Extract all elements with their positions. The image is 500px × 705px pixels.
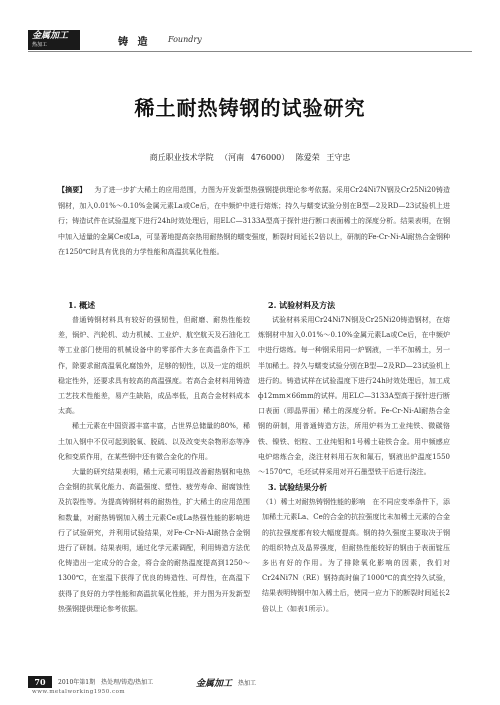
header-divider [28, 51, 472, 52]
journal-logo-text: 金属加工 [32, 31, 69, 41]
section-title-cn: 铸 造 [118, 37, 151, 48]
right-column [258, 298, 450, 617]
journal-logo-subtext: 热加工 [32, 42, 48, 48]
section-heading: 3. 试验结果分析 [268, 482, 328, 493]
journal-logo [28, 30, 80, 50]
footer-logo-subtext: 热加工 [238, 680, 257, 687]
paragraph: 稀土元素在中国资源丰富丰富，占世界总储量的80%，稀土加入钢中不仅可起到脱氧、脱硫、以及改变夹杂物形态等净化和变质作用，在某些钢中还有微合金化的作用。 [58, 422, 250, 461]
paragraph: 试验材料采用Cr24Ni7N钢及Cr25Ni20铸造钢材，在熔炼钢材中加入0.01%～0.10%金属元素La或Ce后，在中频炉中进行熔炼。每一种钢采用同一炉钢液，一半不加稀土，另一半加稀土。持久与蠕变试验分别在B型—2及RD—23试验机上进行的。铸造试样在试验温度下进行24h时效处理后，加工成ф12mm×66mm的试样。用ELC—3133A型高于探针进行断口表面（即晶界面）稀土的深度分析。Fe-Cr-Ni-Al耐热合金钢的研制，用普通铸造方法，所用炉料为工业纯铁、微碳铬铁、镍铁、铝粒、工业纯钼和1号稀土硅铁合金。用中频感应电炉熔炼合金，浇注材料用石灰和氟石，钢液出炉温度1550～1570℃，毛坯试样采用对开石墨型铁干后进行浇注。 [258, 316, 450, 477]
abstract-block [58, 182, 450, 261]
section-title-en: Foundry [168, 35, 202, 44]
paragraph: 大量的研究结果表明，稀土元素可明显改善耐热钢和电热合金钢的抗氧化能力、高温强度、塑性、疲劳寿命、耐腐蚀性及抗裂性等。为提高铸钢材料的耐热性，扩大稀土的应用范围和数量，对耐热铸钢加入稀土元素Ce或La热强性能的影响进行了试验研究，并利用试验结果，对Fe-Cr-Ni-Al耐热合金钢进行了研制。结果表明，通过化学元素调配，利用铸造方法优化铸造出一定成分的合金，将合金的耐热温度提高到1250～1300℃，在室温下获得了优良的铸造性、可焊性，在高温下获得了良好的力学性能和高温抗氧化性能，并力图为开发新型热强钢提供理论参考依据。 [58, 468, 250, 613]
article-title: 稀土耐热铸钢的试验研究 [134, 96, 366, 120]
footer-logo: 金属加工 [196, 679, 233, 689]
left-column [58, 298, 250, 617]
issue-info: 2010年第1期 热处理/铸造/热加工 [58, 679, 154, 686]
page-header [28, 30, 472, 52]
section-heading: 2. 试验材料及方法 [268, 300, 336, 310]
paragraph: 普通铸钢材料具有较好的强韧性，但耐磨、耐热性能较差，锅炉、汽轮机、动力机械、工业炉、航空航天及石油化工等工业部门使用的机械设备中的零部件大多在高温条件下工作，除要求耐高温氧化腐蚀外，足够的韧性，以及一定的组织稳定性外，还要求具有较高的高温强度。若高合金材料用铸造工艺技术性能差，易产生缺陷，成品率低，且高合金材料成本太高。 [58, 316, 250, 416]
page-number: 70 [28, 676, 52, 688]
section-heading: 1. 概述 [68, 300, 96, 310]
abstract-label: 【摘要】 [58, 185, 87, 194]
page-footer [28, 676, 472, 696]
subsection-paragraph: （1）稀土对耐热铸钢性能的影响 在不同应变率条件下，添加稀土元素La、Ce的合金的抗拉强度比未加稀土元素的合金的抗拉强度都有较大幅度提高。钢的持久强度主要取决于钢的组织特点及晶界强度，但耐热性能较好的钢由于表面锭压多出有好的作用。为了排除氧化影响的因素，我们对Cr24Ni7N（RE）钢持高时偏了1000℃的真空持久试验，结果表明铸钢中加入稀土后，使同一应力下的断裂时间延长2倍以上（如表1所示）。 [262, 498, 450, 613]
journal-url: www.metalworking1950.com [32, 689, 126, 695]
abstract-text: 为了进一步扩大稀土的应用范围，力图为开发新型热强钢提供理论参考依据。采用Cr24Ni7N钢及Cr25Ni20铸造钢材，加入0.01%～0.10%金属元素La或Ce后，在中频炉中进行熔炼；持久与蠕变试验分别在B型—2及RD—23试验机上进行；铸造试件在试验温度下进行24h时效处理后，用ELC—3133A型高于探针进行断口表面稀土的深度分析。结果表明，在钢中加入适量的金属Ce或La，可显著地提高奈热用耐热钢的蠕变强度，断裂时间延长2倍以上，研制的Fe-Cr-Ni-Al耐热合金钢种在1250℃时具有优良的力学性能和高温抗氧化性能。 [58, 186, 450, 256]
article-authors: 商丘职业技术学院 （河南 476000） 陈爱荣 王守忠 [149, 153, 351, 162]
